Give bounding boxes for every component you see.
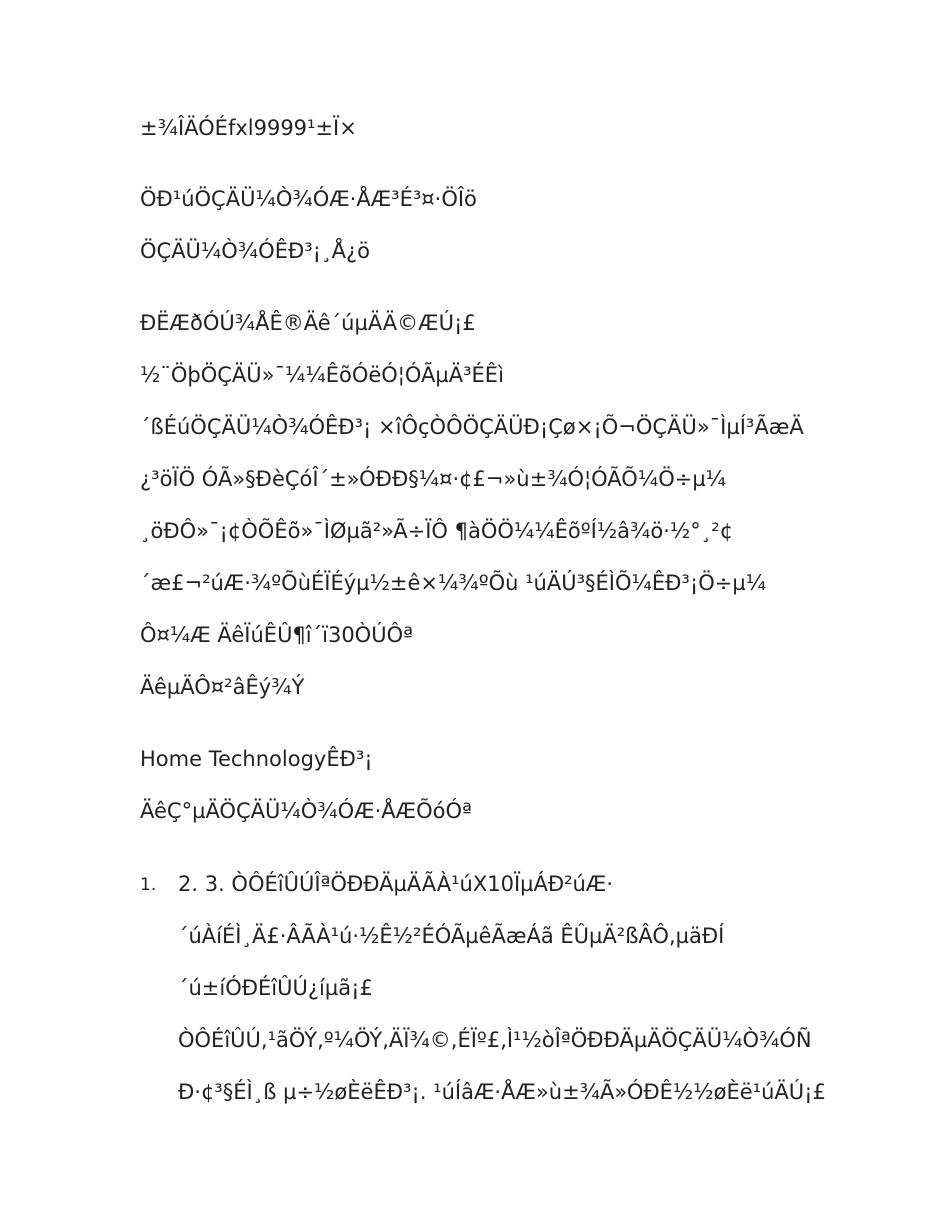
paragraph-line: Ô¤¼Æ ÄêÏúÊÛ¶î´ï30ÒÚÔª — [140, 623, 414, 647]
list-item-continuation: Ð·¢³§ÉÌ¸ß µ÷½øÈëÊÐ³¡. ¹úÍâÆ·ÅÆ»ù±¾Ã»ÓÐÊ½½øÈë¹úÄÚ¡£ — [178, 1080, 826, 1104]
paragraph-line: ´æ£¬²úÆ·¾ºÕùÉÏÉýµ½±ê×¼¾ºÕù ¹úÄÚ³§ÉÌÕ¼ÊÐ³¡Ö÷µ¼ — [140, 571, 767, 595]
paragraph-line: ÖÇÄÜ¼Ò¾ÓÊÐ³¡¸Å¿ö — [140, 239, 370, 263]
paragraph-line: ÄêÇ°µÄÖÇÄÜ¼Ò¾ÓÆ·ÅÆÕóÓª — [140, 799, 472, 823]
list-item: 2. 3. ÒÔÉîÛÚÎªÖÐÐÄµÄÃÀ¹úX10ÏµÁÐ²úÆ· — [178, 872, 614, 896]
list-item-continuation: ´ú±íÓÐÉîÛÚ¿íµã¡£ — [178, 976, 373, 1000]
paragraph-line: ´ßÉúÖÇÄÜ¼Ò¾ÓÊÐ³¡ ×îÔçÒÔÖÇÄÜÐ¡Çø×¡Õ¬ÖÇÄÜ»¯ÌµÍ³ÃæÄ — [140, 415, 804, 439]
paragraph-line: Home TechnologyÊÐ³¡ — [140, 747, 373, 771]
list-item-continuation: ´úÀíÉÌ¸Ä£·ÂÃÀ¹ú·½Ê½²ÉÓÃµêÃæÁã ÊÛµÄ²ßÂÔ,µäÐÍ — [178, 924, 725, 948]
paragraph-line: ÄêµÄÔ¤²âÊý¾Ý — [140, 675, 305, 699]
paragraph-line: ÖÐ¹úÖÇÄÜ¼Ò¾ÓÆ·ÅÆ³É³¤·ÖÎö — [140, 187, 477, 211]
paragraph-line: ¿³öÏÖ ÓÃ»§ÐèÇóÎ´±»ÓÐÐ§¼¤·¢£¬»ù±¾Ó¦ÓÃÕ¼Ö÷µ¼ — [140, 467, 727, 491]
paragraph-line: ÐËÆðÓÚ¾ÅÊ®Äê´úµÄÄ©ÆÚ¡£ — [140, 311, 476, 335]
paragraph-line: ¸öÐÔ»¯¡¢ÒÕÊõ»¯ÌØµã²»Ã÷ÏÔ ¶àÖÖ¼¼ÊõºÍ½â¾ö·½°¸²¢ — [140, 519, 734, 543]
document-heading: ±¾ÎÄÓÉfxl9999¹±Ï× — [140, 116, 357, 140]
list-number: 1. — [140, 875, 157, 895]
paragraph-line: ½¨ÖþÖÇÄÜ»¯¼¼ÊõÓëÓ¦ÓÃµÄ³ÉÊì — [140, 363, 504, 387]
list-item-continuation: ÒÔÉîÛÚ,¹ãÖÝ,º¼ÖÝ,ÄÏ¾©,ÉÏº£,Ì¹½òÎªÖÐÐÄµÄÖÇÄÜ¼Ò¾ÓÑ — [178, 1028, 812, 1052]
